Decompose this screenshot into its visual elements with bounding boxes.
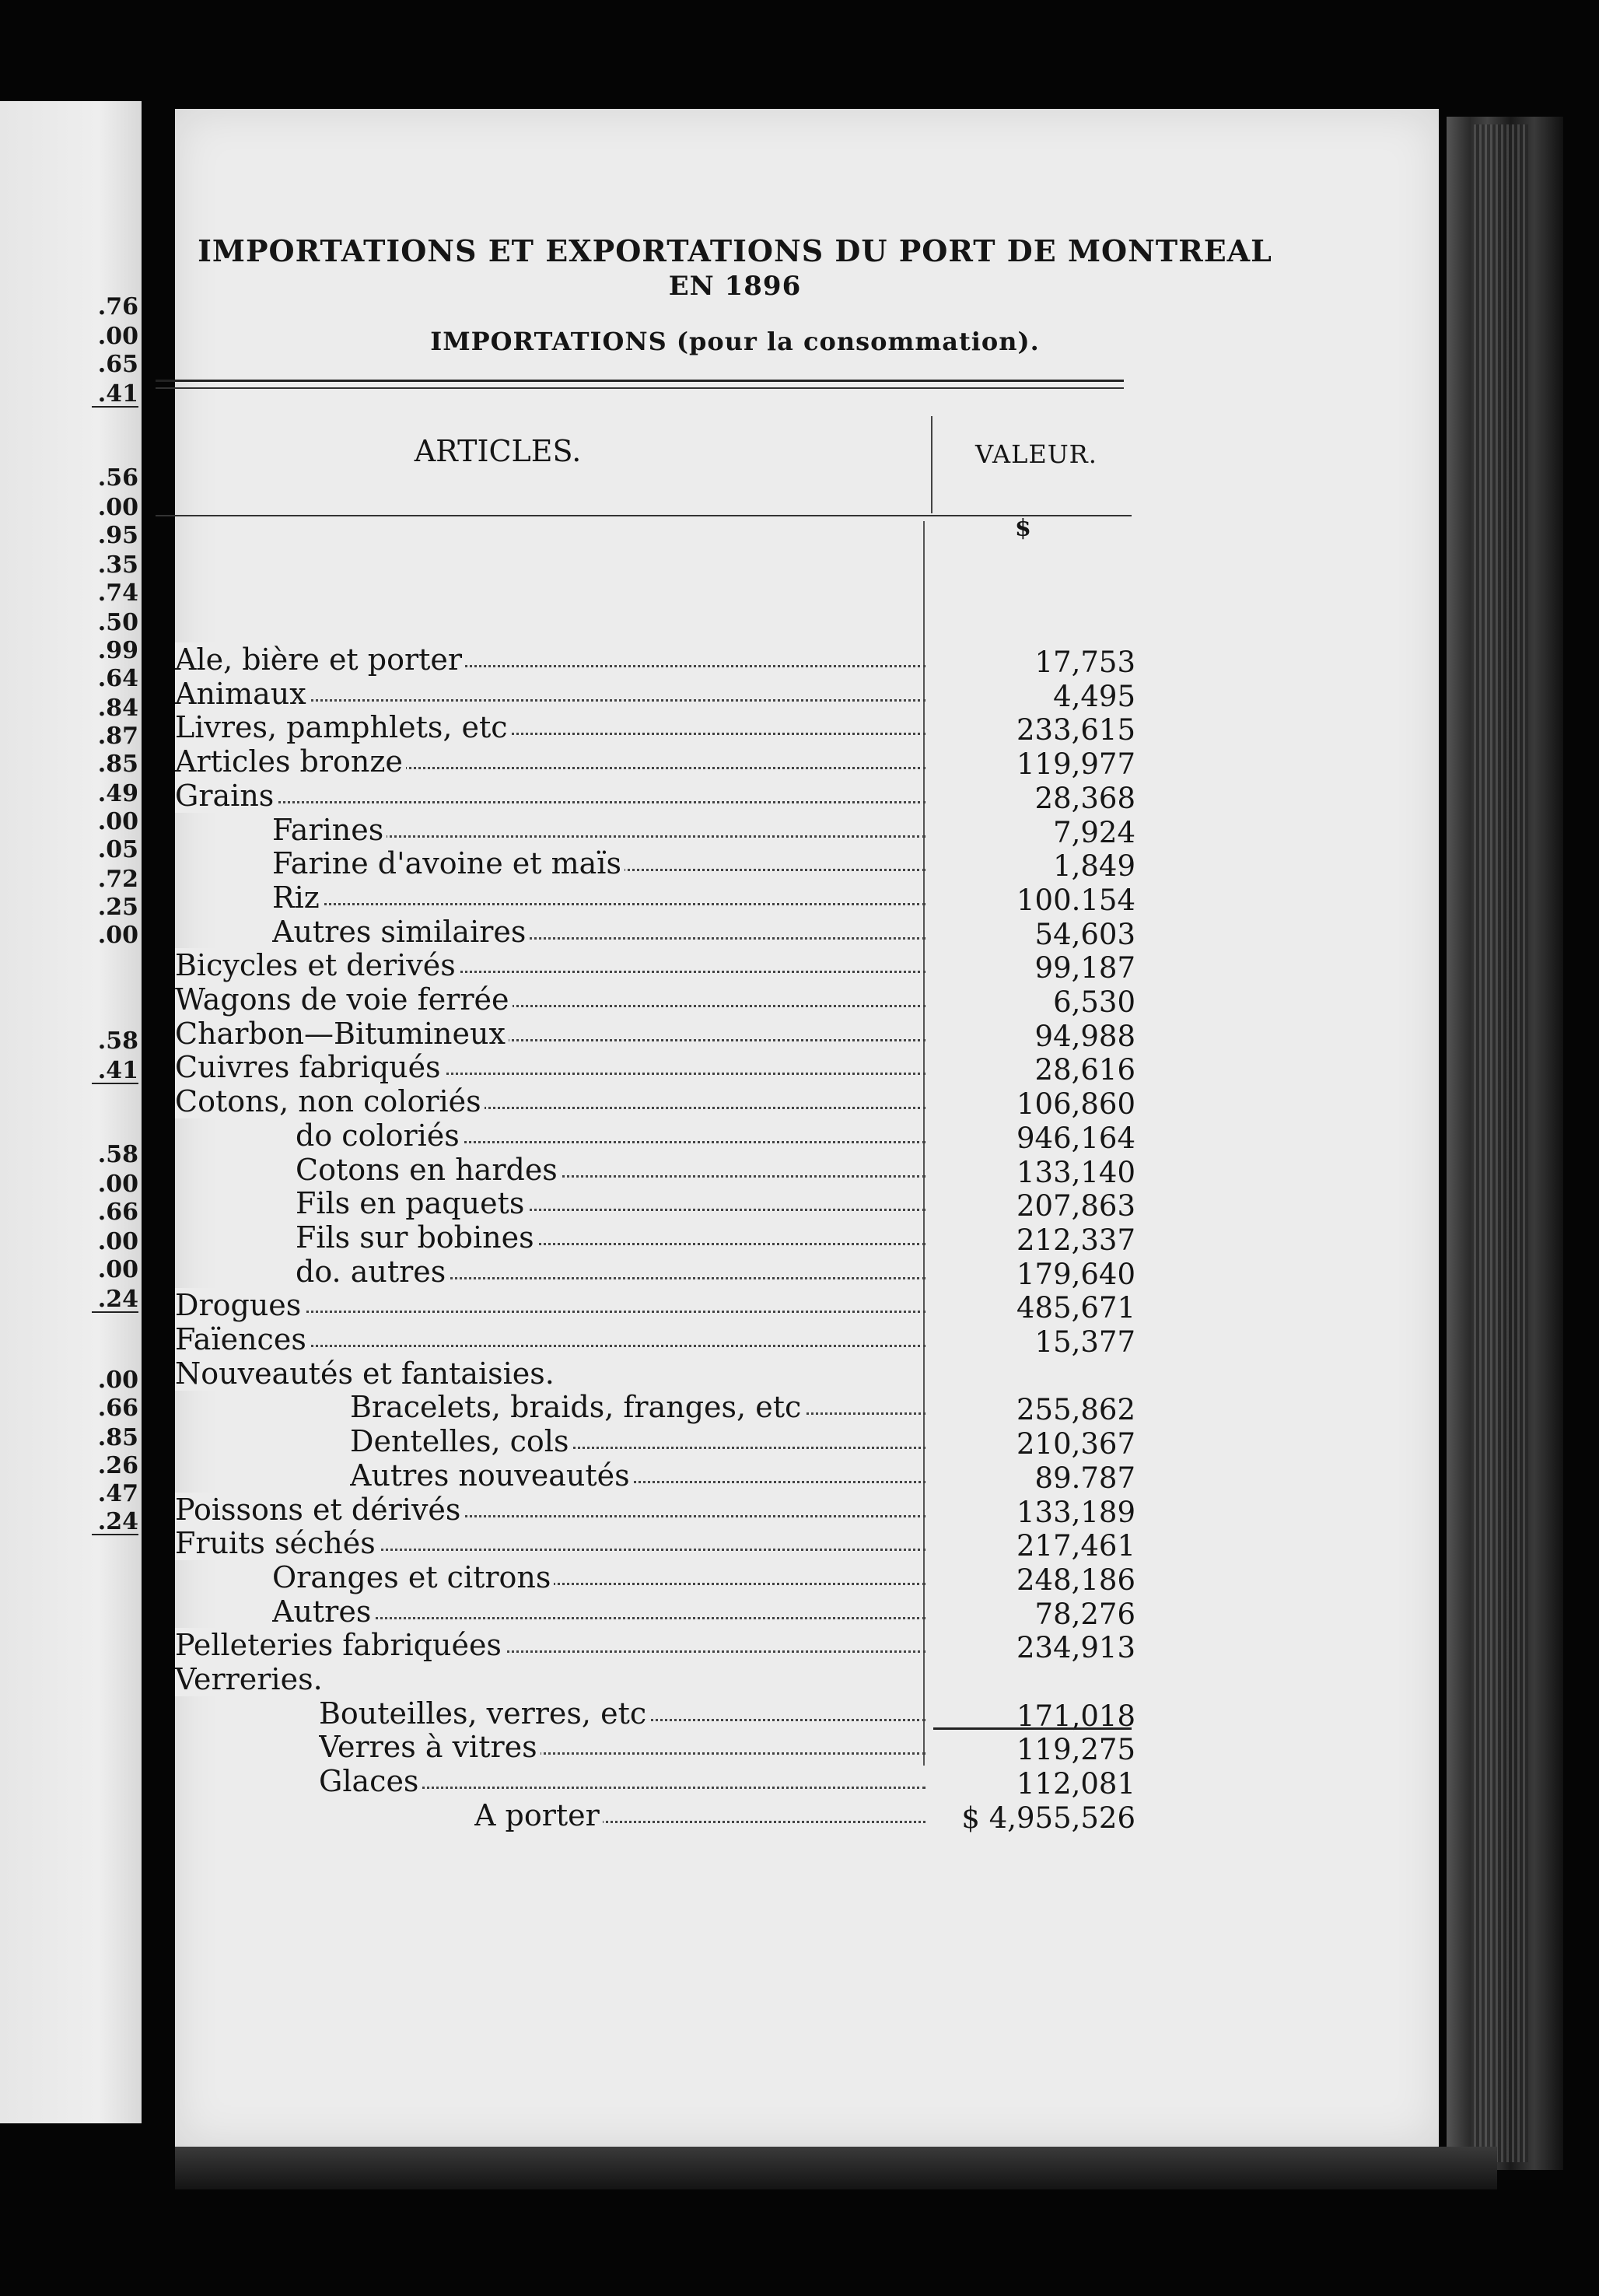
article-label — [350, 1424, 925, 1458]
document-title: IMPORTATIONS ET EXPORTATIONS DU PORT DE MONTREAL — [198, 233, 1272, 268]
left-page-number: .24 — [92, 1288, 138, 1313]
table-row — [144, 1390, 1135, 1427]
article-label-text: Fils en paquets — [296, 1186, 527, 1220]
article-value: 7,924 — [1053, 815, 1135, 849]
table-row — [144, 1594, 1135, 1629]
article-label — [175, 948, 925, 982]
currency-symbol: $ — [1015, 515, 1031, 542]
article-label — [296, 1186, 925, 1220]
table-row — [144, 1153, 1135, 1187]
article-label — [296, 1255, 925, 1289]
table-row — [144, 1764, 1135, 1801]
column-divider-head — [931, 416, 932, 513]
article-value: 6,530 — [1053, 985, 1135, 1019]
article-label — [175, 677, 925, 711]
article-label-text: Poissons et dérivés — [175, 1493, 464, 1527]
article-label-text: Autres — [272, 1594, 374, 1629]
article-label — [319, 1696, 925, 1731]
article-label-text: Cotons, non coloriés — [175, 1084, 485, 1118]
left-page-number: .24 — [92, 1510, 138, 1535]
article-label — [350, 1390, 925, 1424]
left-page-number: .41 — [92, 383, 138, 408]
article-label — [319, 1764, 925, 1798]
article-label-text: Articles bronze — [175, 744, 406, 779]
article-label-text: Ale, bière et porter — [175, 642, 465, 677]
header-rule — [156, 380, 1124, 382]
table-row — [144, 677, 1135, 711]
article-label-text: Nouveautés et fantaisies. — [175, 1356, 558, 1391]
book-page-edge-lines — [1474, 124, 1528, 2162]
table-row — [144, 813, 1135, 847]
left-page-number: .95 — [97, 522, 138, 549]
left-page-number: .76 — [97, 293, 138, 320]
left-page-number: .99 — [97, 637, 138, 664]
article-label — [272, 1594, 925, 1629]
article-value: 54,603 — [1034, 917, 1135, 951]
article-label-text: Faïences — [175, 1322, 310, 1356]
left-page-number: .66 — [97, 1395, 138, 1422]
column-header-articles: ARTICLES. — [414, 434, 582, 468]
article-value: 946,164 — [1016, 1121, 1135, 1155]
article-label-text: Glaces — [319, 1764, 422, 1798]
left-page-number: .00 — [97, 1171, 138, 1198]
left-page-number: .26 — [97, 1452, 138, 1479]
article-value: 233,615 — [1016, 713, 1135, 747]
article-value: 28,616 — [1034, 1053, 1135, 1087]
article-label-text: do. autres — [296, 1255, 449, 1289]
article-label-text: Bracelets, braids, franges, etc — [350, 1390, 804, 1424]
table-row — [144, 1050, 1135, 1087]
adjacent-page-fragment — [0, 101, 142, 2123]
article-value: 1,849 — [1053, 849, 1135, 884]
article-label-text: Grains — [175, 779, 277, 813]
article-label — [272, 846, 925, 880]
article-label — [175, 1084, 925, 1118]
left-page-number: .25 — [97, 894, 138, 921]
table-row — [144, 642, 1135, 677]
left-page-number: .41 — [92, 1059, 138, 1084]
article-value: 234,913 — [1016, 1631, 1135, 1665]
article-value: 106,860 — [1016, 1087, 1135, 1122]
article-label — [272, 813, 925, 847]
article-label — [175, 779, 925, 813]
article-label — [175, 710, 925, 744]
article-label-text: Cotons en hardes — [296, 1153, 561, 1187]
article-label-text: Bouteilles, verres, etc — [319, 1696, 649, 1731]
left-page-number: .35 — [97, 551, 138, 579]
column-header-rule — [156, 515, 1132, 516]
article-label — [296, 1153, 925, 1187]
left-page-number: .00 — [97, 1228, 138, 1255]
article-value: 89.787 — [1034, 1461, 1135, 1495]
article-label — [175, 1017, 925, 1051]
left-page-number: .00 — [97, 494, 138, 521]
document-year: EN 1896 — [668, 271, 802, 302]
article-label-text: Verres à vitres — [319, 1730, 541, 1764]
article-label — [272, 915, 925, 949]
article-label-text: Bicycles et derivés — [175, 948, 459, 982]
table-row — [144, 1186, 1135, 1223]
article-label-text: Farine d'avoine et maïs — [272, 846, 625, 880]
table-row — [144, 1322, 1135, 1359]
article-value: 171,018 — [1016, 1699, 1135, 1733]
table-row — [144, 1084, 1135, 1122]
table-row — [144, 744, 1135, 782]
table-row — [144, 880, 1135, 915]
table-row — [144, 1458, 1135, 1493]
left-page-number: .64 — [97, 665, 138, 692]
article-label — [175, 1356, 1159, 1391]
article-label — [474, 1798, 925, 1832]
table-row — [144, 710, 1135, 747]
article-label-text: Farines — [272, 813, 387, 847]
article-label — [175, 1628, 925, 1662]
total-value: $ 4,955,526 — [961, 1801, 1135, 1835]
table-row — [144, 1017, 1135, 1051]
book-bottom-edge — [175, 2147, 1497, 2189]
table-row — [144, 1696, 1135, 1731]
left-page-number: .87 — [97, 723, 138, 750]
article-label-text: Livres, pamphlets, etc — [175, 710, 511, 744]
left-page-number: .85 — [97, 1424, 138, 1451]
article-label-text: Riz — [272, 880, 323, 915]
left-page-number: .66 — [97, 1199, 138, 1226]
table-row — [144, 1288, 1135, 1325]
left-page-number: .00 — [97, 922, 138, 949]
article-label-text: Pelleteries fabriquées — [175, 1628, 505, 1662]
article-label — [350, 1458, 925, 1493]
article-label — [175, 982, 925, 1017]
article-value: 17,753 — [1034, 646, 1135, 679]
left-page-number: .49 — [97, 780, 138, 807]
article-label — [175, 1662, 1159, 1696]
article-value: 99,187 — [1034, 951, 1135, 985]
article-value: 133,140 — [1016, 1155, 1135, 1189]
article-value: 119,275 — [1016, 1733, 1135, 1767]
article-label — [272, 880, 925, 915]
table-row — [144, 1662, 1135, 1696]
article-label-text: Fils sur bobines — [296, 1220, 537, 1255]
left-page-number: .47 — [97, 1480, 138, 1507]
article-value: 15,377 — [1034, 1325, 1135, 1359]
article-value: 100.154 — [1016, 883, 1135, 917]
table-row — [144, 982, 1135, 1017]
left-page-number: .65 — [97, 351, 138, 378]
article-label-text: do coloriés — [296, 1118, 463, 1153]
table-row — [144, 1730, 1135, 1767]
table-row — [144, 1255, 1135, 1289]
article-label — [272, 1560, 925, 1594]
article-value: 210,367 — [1016, 1427, 1135, 1461]
article-label — [296, 1220, 925, 1255]
left-page-number: .05 — [97, 836, 138, 863]
article-label-text: Animaux — [175, 677, 310, 711]
article-value: 119,977 — [1016, 747, 1135, 782]
article-label — [175, 1050, 925, 1084]
left-page-number: .74 — [97, 579, 138, 607]
article-value: 94,988 — [1034, 1019, 1135, 1053]
article-label — [175, 744, 925, 779]
left-page-number: .00 — [97, 808, 138, 835]
left-page-number: .84 — [97, 695, 138, 722]
article-value: 28,368 — [1034, 781, 1135, 815]
table-row — [144, 1628, 1135, 1665]
article-value: 217,461 — [1016, 1529, 1135, 1563]
left-page-number: .00 — [97, 323, 138, 350]
header-rule-double — [156, 387, 1124, 389]
table-row — [144, 1526, 1135, 1563]
left-page-number: .85 — [97, 751, 138, 778]
left-page-number: .72 — [97, 866, 138, 893]
article-value: 4,495 — [1053, 679, 1135, 713]
article-label-text: Autres nouveautés — [350, 1458, 633, 1493]
article-label-text: Cuivres fabriqués — [175, 1050, 444, 1084]
table-row — [144, 1220, 1135, 1255]
document-subtitle: IMPORTATIONS (pour la consommation). — [430, 327, 1040, 356]
article-label-text: Fruits séchés — [175, 1526, 379, 1560]
article-value: 485,671 — [1016, 1291, 1135, 1325]
article-label-text: A porter — [474, 1798, 603, 1832]
article-value: 248,186 — [1016, 1563, 1135, 1597]
article-label-text: Drogues — [175, 1288, 304, 1322]
left-page-number: .50 — [97, 609, 138, 636]
left-page-number: .00 — [97, 1256, 138, 1283]
article-label — [296, 1118, 925, 1153]
left-page-number: .58 — [97, 1027, 138, 1055]
total-rule — [933, 1727, 1132, 1730]
article-value: 212,337 — [1016, 1223, 1135, 1257]
table-row — [144, 1118, 1135, 1153]
article-label-text: Autres similaires — [272, 915, 529, 949]
article-label — [175, 1288, 925, 1322]
table-row — [144, 948, 1135, 985]
table-row — [144, 1424, 1135, 1461]
article-label — [175, 1493, 925, 1527]
left-page-number: .58 — [97, 1141, 138, 1168]
article-label — [175, 642, 925, 677]
left-page-number: .56 — [97, 464, 138, 492]
article-label-text: Verreries. — [175, 1662, 326, 1696]
column-header-valeur: VALEUR. — [975, 439, 1097, 469]
article-value: 133,189 — [1016, 1495, 1135, 1529]
article-label-text: Wagons de voie ferrée — [175, 982, 513, 1017]
article-value: 78,276 — [1034, 1597, 1135, 1631]
left-page-number: .00 — [97, 1367, 138, 1394]
article-value: 112,081 — [1016, 1767, 1135, 1801]
article-value: 179,640 — [1016, 1257, 1135, 1291]
article-value: 255,862 — [1016, 1393, 1135, 1427]
table-row — [144, 1797, 1135, 1835]
table-row — [144, 846, 1135, 884]
article-label-text: Dentelles, cols — [350, 1424, 572, 1458]
article-value: 207,863 — [1016, 1189, 1135, 1223]
table-row — [144, 1493, 1135, 1527]
article-label-text: Oranges et citrons — [272, 1560, 554, 1594]
article-label — [175, 1322, 925, 1356]
article-label — [175, 1526, 925, 1560]
article-label-text: Charbon—Bitumineux — [175, 1017, 509, 1051]
table-row — [144, 1356, 1135, 1391]
table-row — [144, 915, 1135, 949]
table-row — [144, 779, 1135, 813]
article-label — [319, 1730, 925, 1764]
table-row — [144, 1559, 1135, 1597]
